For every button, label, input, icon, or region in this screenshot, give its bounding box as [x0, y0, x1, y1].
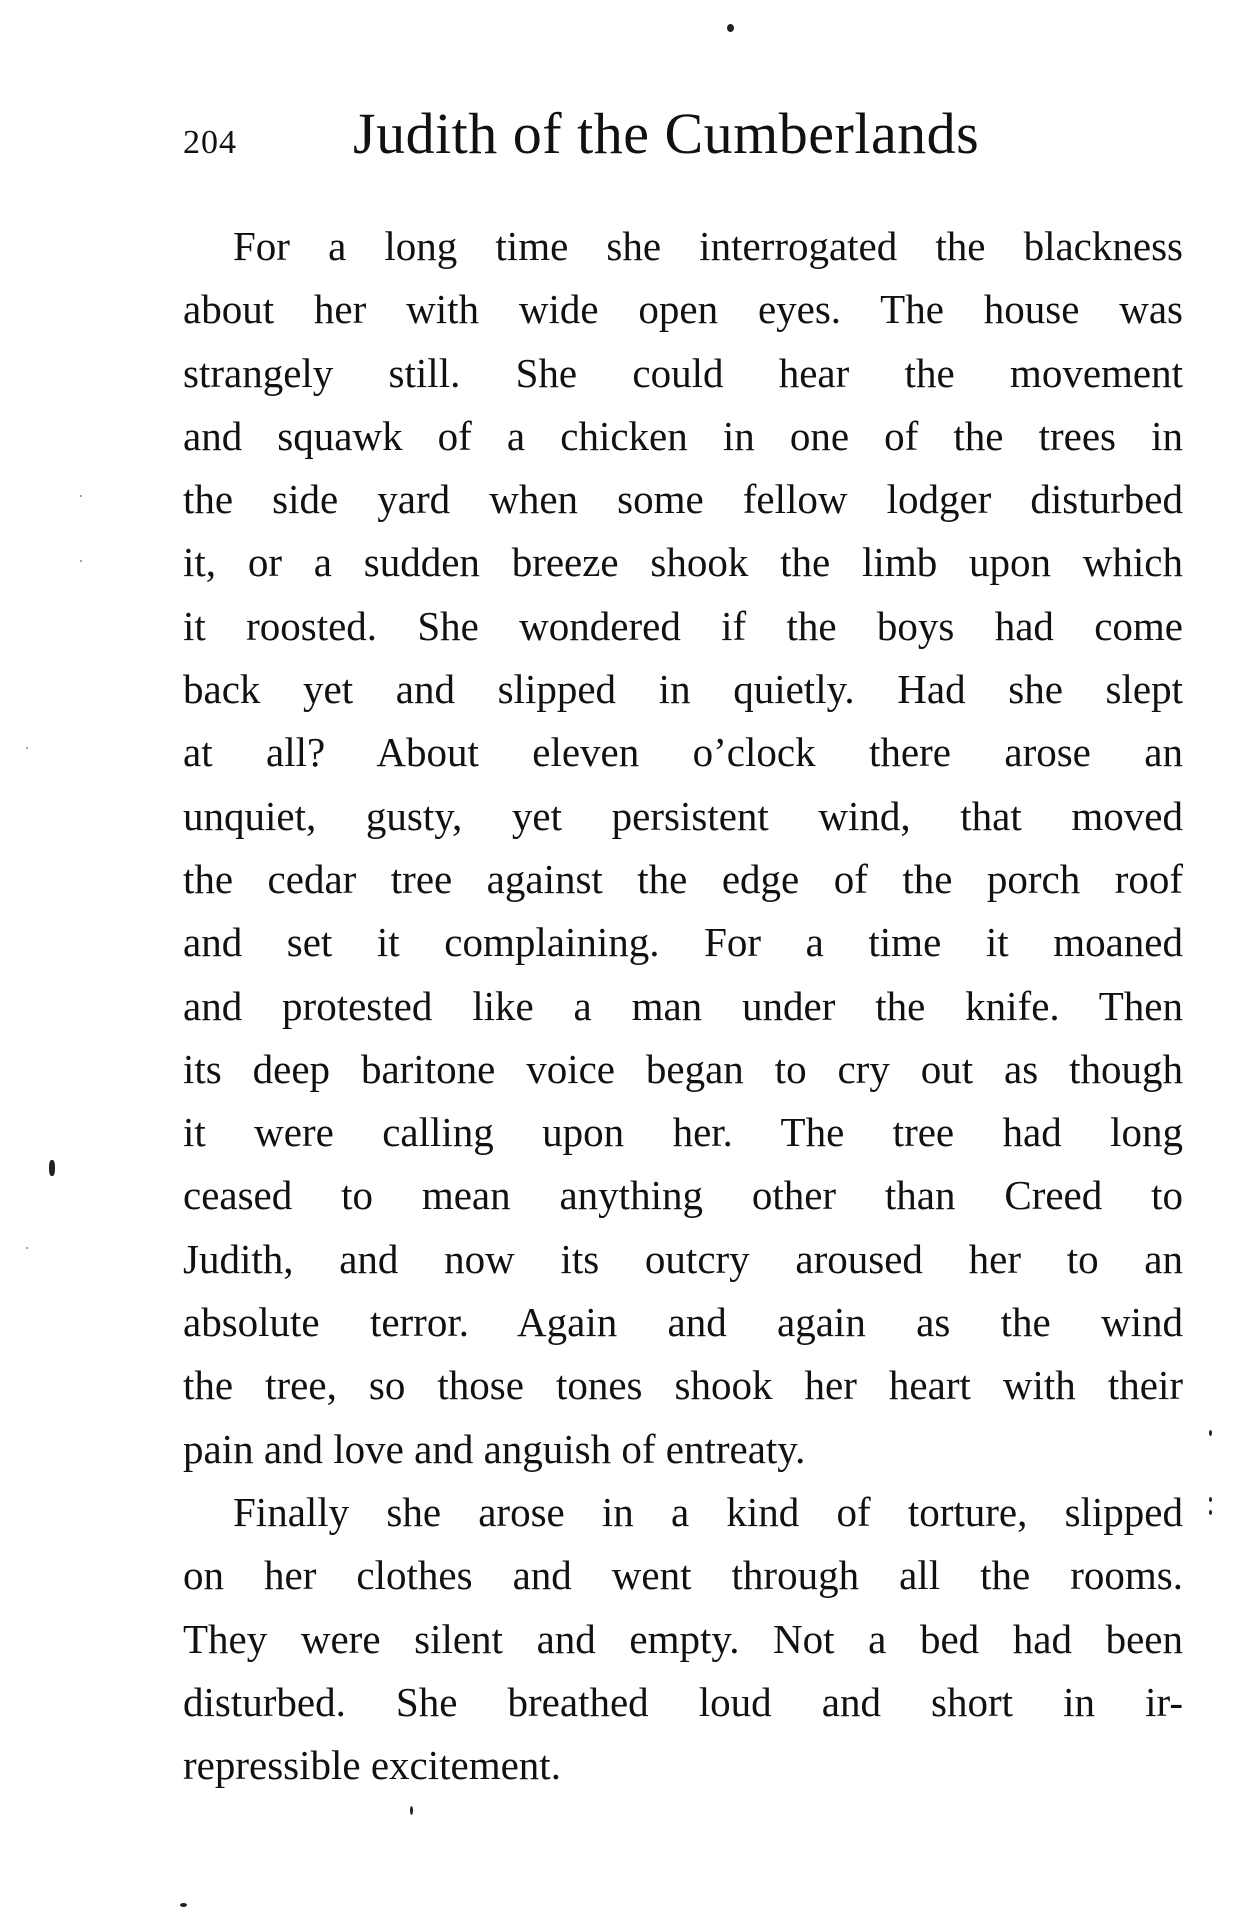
text-line: Judith, and now its outcry aroused her to an [183, 1235, 1183, 1282]
print-speck [80, 495, 82, 497]
text-line: ceased to mean anything other than Creed to [183, 1172, 1183, 1219]
text-line: the cedar tree against the edge of the porch roof [183, 855, 1183, 902]
print-speck [80, 560, 82, 562]
text-line: repressible excitement. [183, 1742, 561, 1789]
page-number: 204 [183, 124, 237, 161]
text-line: For a long time she interrogated the blackness [233, 223, 1183, 269]
text-line: pain and love and anguish of entreaty. [183, 1425, 806, 1472]
text-line: the tree, so those tones shook her heart with their [183, 1362, 1183, 1409]
paragraph-2 [183, 1481, 1183, 1797]
text-line: and squawk of a chicken in one of the trees in [183, 412, 1183, 459]
print-speck [1209, 1430, 1212, 1436]
text-line: back yet and slipped in quietly. Had she slept [183, 666, 1183, 713]
text-line: unquiet, gusty, yet persistent wind, that moved [183, 792, 1183, 839]
text-line: about her with wide open eyes. The house was [183, 286, 1183, 333]
text-line: and protested like a man under the knife. Then [183, 982, 1183, 1029]
print-speck [180, 1903, 187, 1907]
paragraph-1 [183, 215, 1183, 1481]
body-text [183, 215, 1183, 1797]
print-speck [26, 747, 28, 749]
text-line: They were silent and empty. Not a bed had been [183, 1615, 1183, 1662]
print-speck [49, 1160, 55, 1176]
text-line: the side yard when some fellow lodger disturbed [183, 476, 1183, 523]
text-line: it roosted. She wondered if the boys had come [183, 602, 1183, 649]
text-line: and set it complaining. For a time it moaned [183, 919, 1183, 966]
print-speck [26, 1247, 28, 1249]
print-speck [410, 1806, 413, 1815]
text-line: its deep baritone voice began to cry out as though [183, 1045, 1183, 1092]
running-title: Judith of the Cumberlands [353, 101, 980, 166]
text-line: it were calling upon her. The tree had long [183, 1109, 1183, 1156]
print-speck [1209, 1497, 1212, 1502]
text-line: Finally she arose in a kind of torture, slipped [233, 1488, 1183, 1535]
text-line: absolute terror. Again and again as the wind [183, 1299, 1183, 1346]
text-line: strangely still. She could hear the movement [183, 349, 1183, 396]
text-line: it, or a sudden breeze shook the limb upon which [183, 539, 1183, 586]
text-line: disturbed. She breathed loud and short in ir- [183, 1678, 1183, 1725]
page-header [183, 100, 1083, 180]
text-line: on her clothes and went through all the rooms. [183, 1552, 1183, 1599]
print-speck [727, 24, 734, 32]
text-line: at all? About eleven o’clock there arose an [183, 729, 1183, 776]
print-speck [1209, 1510, 1212, 1515]
